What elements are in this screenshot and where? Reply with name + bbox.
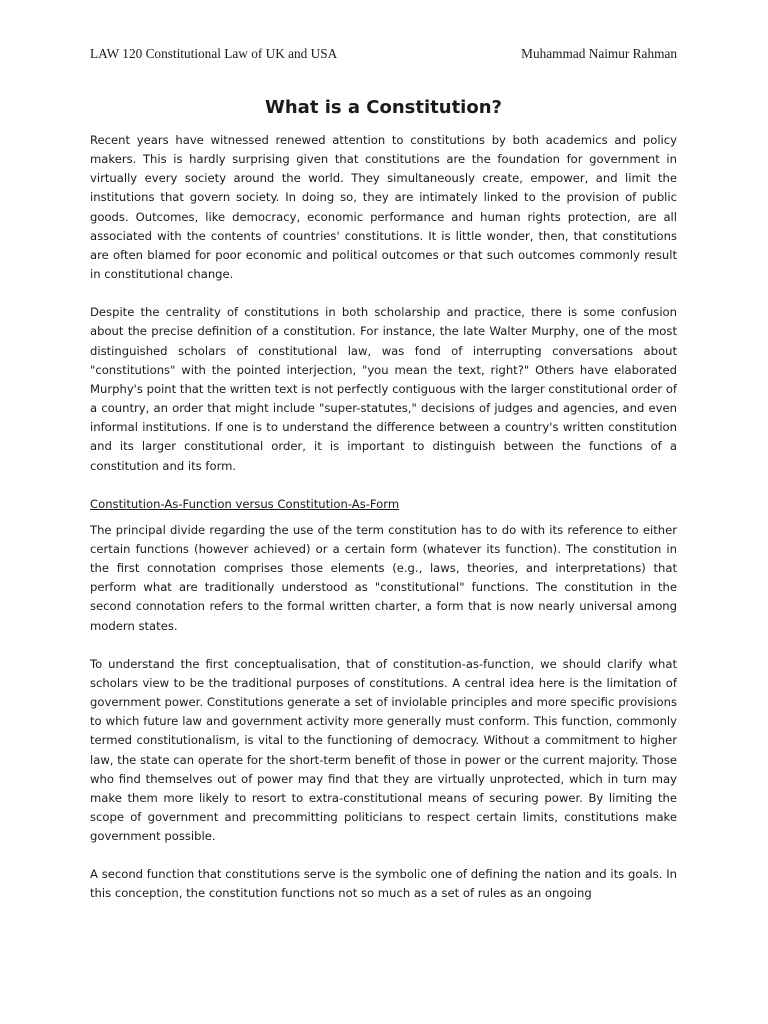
course-title: LAW 120 Constitutional Law of UK and USA [90, 46, 338, 61]
document-title: What is a Constitution? [265, 97, 502, 118]
paragraph-1: Recent years have witnessed renewed attention to constitutions by both academics and policy makers. This is hardly surprising given that constitutions are the foundation for government in virtually every society around the world. They simultaneously create, empower, and limit the institutions that govern society. In doing so, they are intimately linked to the provision of public goods. Outcomes, like democracy, economic performance and human rights protection, are all associated with the contents of countries' constitutions. It is little wonder, then, that constitutions are often blamed for poor economic and political outcomes or that such outcomes commonly result in constitutional change. [90, 133, 677, 282]
paragraph-3: The principal divide regarding the use of the term constitution has to do with its reference to either certain functions (however achieved) or a certain form (whatever its function). The constitution in the first connotation comprises those elements (e.g., laws, theories, and interpretations) that perform what are traditionally understood as "constitutional" functions. The constitution in the second connotation refers to the formal written charter, a form that is now nearly universal among modern states. [90, 522, 677, 633]
section-subheading: Constitution-As-Function versus Constitution-As-Form [90, 496, 400, 511]
paragraph-5: A second function that constitutions serve is the symbolic one of defining the nation and its goals. In this conception, the constitution functions not so much as a set of rules as an ongoing [90, 867, 677, 901]
paragraph-4: To understand the first conceptualisation, that of constitution-as-function, we should clarify what scholars view to be the traditional purposes of constitutions. A central idea here is the limitation of government power. Constitutions generate a set of inviolable principles and more specific provisions to which future law and government activity more generally must conform. This function, commonly termed constitutionalism, is vital to the functioning of democracy. Without a commitment to higher law, the state can operate for the short-term benefit of those in power or the current majority. Those who find themselves out of power may find that they are virtually unprotected, which in turn may make them more likely to resort to extra-constitutional means of securing power. By limiting the scope of government and precommitting politicians to respect certain limits, constitutions make government possible. [90, 656, 677, 844]
paragraph-2: Despite the centrality of constitutions in both scholarship and practice, there is some confusion about the precise definition of a constitution. For instance, the late Walter Murphy, one of the most distinguished scholars of constitutional law, was fond of interrupting conversations about "constitutions" with the pointed interjection, "you mean the text, right?" Others have elaborated Murphy's point that the written text is not perfectly contiguous with the larger constitutional order of a country, an order that might include "super-statutes," decisions of judges and agencies, and even informal institutions. If one is to understand the difference between a country's written constitution and its larger constitutional order, it is important to distinguish between the functions of a constitution and its form. [90, 305, 677, 473]
page-header [90, 45, 677, 63]
author-name: Muhammad Naimur Rahman [521, 46, 677, 61]
document-body [90, 131, 677, 923]
